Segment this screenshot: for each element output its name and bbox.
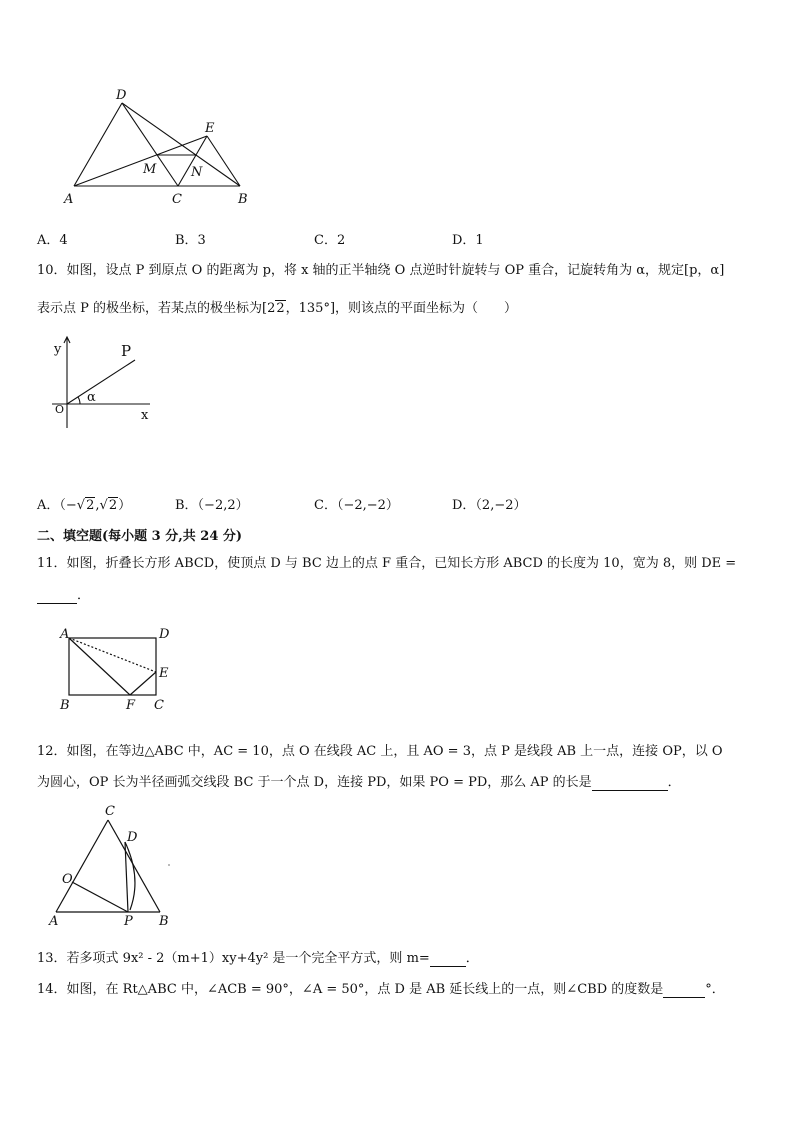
fig9-label-D: D: [116, 88, 127, 103]
q12-text-line1: 12．如图，在等边△ABC 中，AC = 10，点 O 在线段 AC 上，且 AO = 3，点 P 是线段 AB 上一点，连接 OP，以 O: [37, 744, 723, 759]
q9-option-a[interactable]: A．4: [37, 233, 68, 248]
q10-text-line1: 10．如图，设点 P 到原点 O 的距离为 p，将 x 轴的正半轴绕 O 点逆时针旋转与 OP 重合，记旋转角为 α，规定[p，α]: [37, 263, 725, 278]
q10-option-a[interactable]: A．（−√2,√2）: [37, 498, 132, 513]
q12-text-line2-content: 为圆心，OP 长为半径画弧交线段 BC 于一个点 D，连接 PD，如果 PO = PD，那么 AP 的长是: [37, 775, 592, 790]
fig10-label-o: O: [55, 403, 65, 416]
q13-answer-blank[interactable]: [430, 951, 466, 967]
fig10-label-alpha: α: [87, 390, 96, 405]
fig12-segment-OP: [72, 882, 128, 912]
section-2-heading: 二、填空题(每小题 3 分,共 24 分): [37, 529, 243, 544]
q13-text: 13．若多项式 9x² - 2（m+1）xy+4y² 是一个完全平方式，则 m=: [37, 951, 430, 966]
q10-option-a-prefix: A．（: [37, 498, 66, 513]
q13-tail: ．: [465, 951, 479, 966]
q10-option-a-root1: 2: [86, 498, 95, 513]
q10-text-line2-b: ，135°]，则该点的平面坐标为（ ）: [285, 301, 518, 316]
fig9-label-E: E: [205, 121, 215, 136]
fig9-label-C: C: [172, 192, 182, 207]
q10-option-a-suffix: ）: [118, 498, 132, 513]
fig12-label-P: P: [124, 914, 133, 929]
fig11-label-F: F: [126, 698, 136, 713]
q12-tail: ．: [667, 775, 681, 790]
q14-text: 14．如图，在 Rt△ABC 中，∠ACB = 90°，∠A = 50°，点 D 是 AB 延长线上的一点，则∠CBD 的度数是: [37, 982, 664, 997]
fig12-label-C: C: [105, 804, 115, 819]
fig11-label-D: D: [159, 627, 170, 642]
q11-text: 11．如图，折叠长方形 ABCD，使顶点 D 与 BC 边上的点 F 重合，已知长方形 ABCD 的长度为 10，宽为 8，则 DE =: [37, 556, 737, 571]
q14-text-line: [37, 978, 725, 998]
fig11-label-E: E: [159, 666, 169, 681]
q9-option-c[interactable]: C．2: [314, 233, 346, 248]
q9-option-b[interactable]: B．3: [175, 233, 206, 248]
q10-option-a-comma: ,: [95, 498, 100, 513]
fig10-label-x: x: [141, 408, 149, 423]
fig12-dot: [168, 864, 169, 865]
q10-option-c[interactable]: C．（−2,−2）: [314, 498, 399, 513]
q10-text-line2-a: 表示点 P 的极坐标，若某点的极坐标为[2: [37, 301, 276, 316]
q10-option-d[interactable]: D．（2,−2）: [452, 498, 527, 513]
q10-sqrt-value: 2: [276, 301, 285, 316]
q10-option-a-neg: −: [65, 498, 77, 513]
fig9-label-M: M: [143, 162, 157, 177]
fig11-label-A: A: [60, 627, 70, 642]
fig12-label-D: D: [127, 830, 138, 845]
fig9-label-N: N: [191, 165, 203, 180]
fig12-segment-AC: [56, 820, 108, 912]
q9-option-d[interactable]: D．1: [452, 233, 484, 248]
q10-option-b[interactable]: B．（−2,2）: [175, 498, 249, 513]
q11-tail: ．: [77, 588, 91, 603]
fig12-label-A: A: [49, 914, 59, 929]
fig9-label-B: B: [238, 192, 248, 207]
q13-text-line: [37, 947, 479, 967]
q14-answer-blank[interactable]: [663, 982, 705, 998]
fig11-label-C: C: [154, 698, 164, 713]
fig9-label-A: A: [64, 192, 74, 207]
fig10-label-p: P: [121, 342, 132, 360]
q10-option-a-root2: 2: [108, 498, 118, 513]
fig12-label-O: O: [62, 872, 73, 887]
fig11-label-B: B: [60, 698, 70, 713]
fig12-label-B: B: [159, 914, 169, 929]
fig10-label-y: y: [54, 342, 62, 357]
q14-tail: °．: [705, 982, 725, 997]
